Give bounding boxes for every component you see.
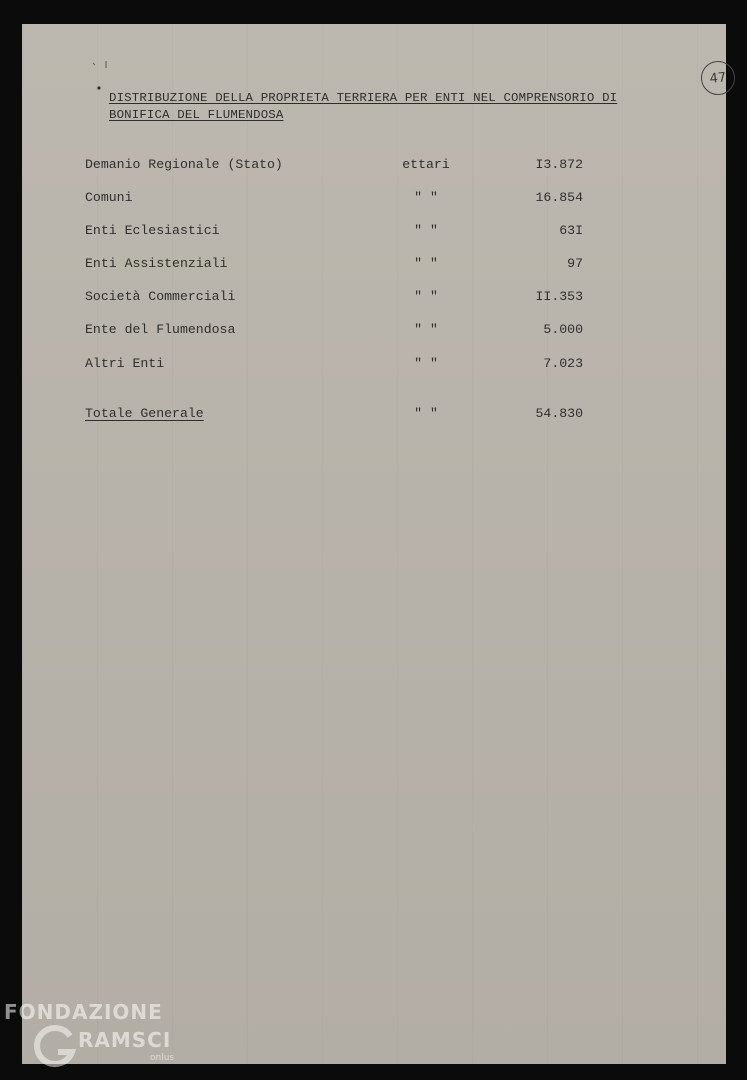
watermark-line-3: onlus [150, 1053, 175, 1063]
entity-name: Altri Enti [85, 356, 165, 371]
unit-label: " " [414, 289, 438, 304]
page-number: 47 [699, 59, 736, 96]
document-title [109, 90, 617, 123]
document-page [22, 24, 726, 1064]
table-row [22, 356, 726, 374]
unit-label: " " [414, 223, 438, 238]
hectares-value: 16.854 [535, 190, 583, 205]
table-row [22, 289, 726, 307]
fondazione-gramsci-watermark [4, 998, 194, 1070]
unit-label: " " [414, 322, 438, 337]
total-value: 54.830 [535, 406, 583, 421]
watermark-g-logo-icon [32, 1022, 80, 1070]
hectares-value: 97 [567, 256, 583, 271]
unit-label: " " [414, 256, 438, 271]
unit-label: " " [414, 406, 438, 421]
unit-label: " " [414, 190, 438, 205]
hectares-value: II.353 [535, 289, 583, 304]
hectares-value: 63I [559, 223, 583, 238]
table-row [22, 223, 726, 241]
table-row [22, 157, 726, 175]
total-label: Totale Generale [85, 406, 204, 421]
hectares-value: I3.872 [535, 157, 583, 172]
watermark-line-1: FONDAZIONE [4, 1000, 163, 1024]
hectares-value: 7.023 [543, 356, 583, 371]
entity-name: Ente del Flumendosa [85, 322, 236, 337]
table-row [22, 256, 726, 274]
entity-name: Enti Assistenziali [85, 256, 228, 271]
unit-label: ettari [402, 157, 450, 172]
table-row [22, 322, 726, 340]
entity-name: Comuni [85, 190, 133, 205]
total-row [22, 406, 726, 424]
entity-name: Società Commerciali [85, 289, 236, 304]
unit-label: " " [414, 356, 438, 371]
entity-name: Enti Eclesiastici [85, 223, 220, 238]
watermark-line-2: RAMSCI [78, 1028, 172, 1052]
table-row [22, 190, 726, 208]
hectares-value: 5.000 [543, 322, 583, 337]
entity-name: Demanio Regionale (Stato) [85, 157, 283, 172]
title-line-1: DISTRIBUZIONE DELLA PROPRIETA TERRIERA PER ENTI NEL COMPRENSORIO DI [109, 91, 618, 105]
title-line-2: BONIFICA DEL FLUMENDOSA [109, 107, 284, 122]
